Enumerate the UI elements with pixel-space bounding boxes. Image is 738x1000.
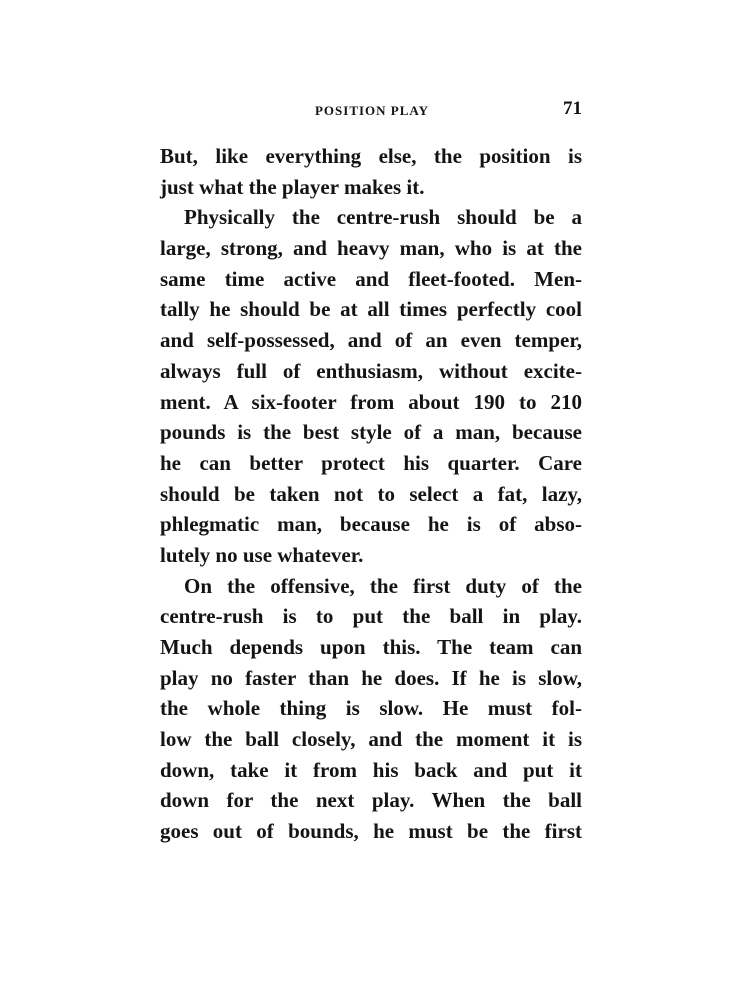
text-line: phlegmatic man, because he is of abso- [160, 512, 582, 537]
running-title: POSITION PLAY [314, 103, 430, 118]
text-line: down for the next play. When the ball [160, 788, 582, 813]
text-line: large, strong, and heavy man, who is at the [160, 236, 582, 261]
running-head [160, 99, 584, 125]
text-line: should be taken not to select a fat, lazy, [160, 481, 582, 506]
text-line: tally he should be at all times perfectly cool [160, 297, 582, 322]
text-line: play no faster than he does. If he is slow, [160, 665, 582, 690]
text-line: centre-rush is to put the ball in play. [160, 604, 582, 629]
text-line: Much depends upon this. The team can [160, 635, 582, 659]
text-line: lutely no use whatever. [160, 542, 364, 567]
text-line: and self-possessed, and of an even temper, [160, 328, 582, 353]
text-line: On the offensive, the first duty of the [184, 573, 582, 598]
text-line: just what the player makes it. [160, 174, 425, 199]
body-text [160, 141, 582, 847]
text-line: Physically the centre-rush should be a [184, 205, 582, 230]
text-line: pounds is the best style of a man, because [160, 420, 582, 445]
text-line: down, take it from his back and put it [160, 757, 582, 782]
text-line: he can better protect his quarter. Care [160, 450, 582, 475]
text-line: always full of enthusiasm, without excite- [160, 358, 582, 383]
text-line: goes out of bounds, he must be the first [160, 819, 582, 844]
text-line: the whole thing is slow. He must fol- [160, 696, 582, 721]
text-line: low the ball closely, and the moment it is [160, 727, 582, 752]
page-number: 71 [563, 98, 582, 119]
text-line: But, like everything else, the position is [160, 144, 582, 168]
text-line: ment. A six-footer from about 190 to 210 [160, 389, 582, 414]
text-line: same time active and fleet-footed. Men- [160, 266, 582, 291]
